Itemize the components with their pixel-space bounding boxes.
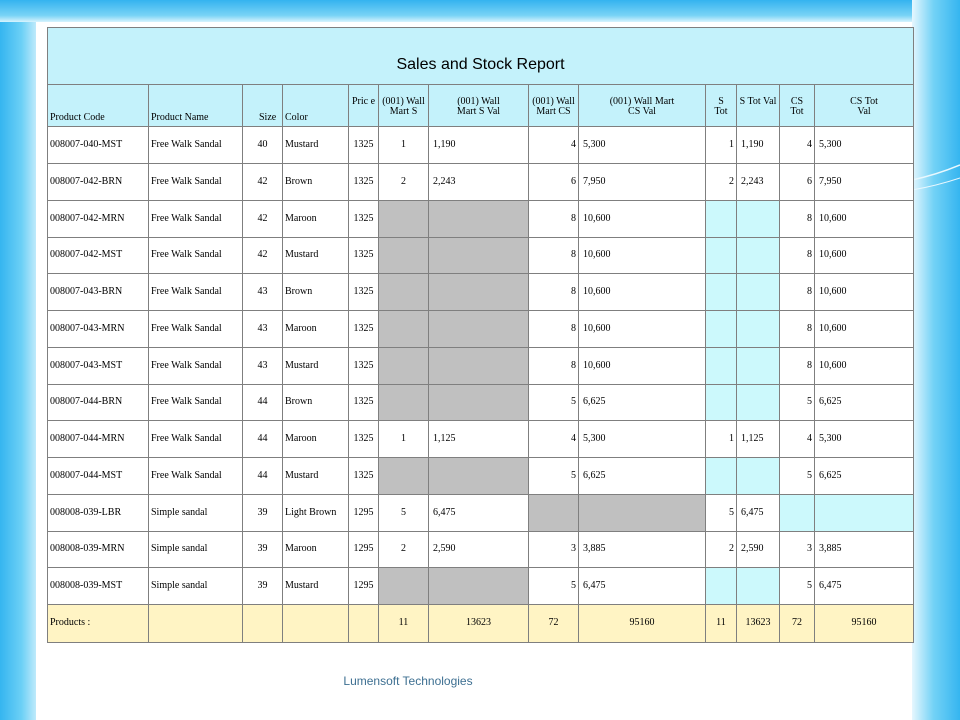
- cell-price: 1325: [349, 127, 379, 164]
- cell-size: 39: [243, 531, 283, 568]
- cell-size: 42: [243, 237, 283, 274]
- table-row: [48, 274, 914, 311]
- totals-wallmart-cs: 72: [529, 604, 579, 642]
- cell-wallmart-cs: 6: [529, 164, 579, 201]
- cell-cs-tot-val: 10,600: [815, 200, 914, 237]
- cell-wallmart-s: 1: [379, 421, 429, 458]
- cell-size: 39: [243, 494, 283, 531]
- report-title: Sales and Stock Report: [48, 28, 914, 85]
- totals-s-tot: 11: [706, 604, 737, 642]
- cell-wallmart-cs-val: 10,600: [579, 200, 706, 237]
- header-product-code: Product Code: [48, 85, 149, 127]
- cell-size: 39: [243, 568, 283, 605]
- cell-price: 1325: [349, 311, 379, 348]
- cell-product-code: 008008-039-LBR: [48, 494, 149, 531]
- cell-product-name: Free Walk Sandal: [149, 237, 243, 274]
- cell-wallmart-cs-val: 6,625: [579, 458, 706, 495]
- table-row: [48, 200, 914, 237]
- cell-wallmart-s-val: [429, 568, 529, 605]
- cell-color: Maroon: [283, 200, 349, 237]
- cell-wallmart-cs: [529, 494, 579, 531]
- cell-color: Mustard: [283, 568, 349, 605]
- cell-cs-tot: 3: [780, 531, 815, 568]
- cell-wallmart-cs-val: 5,300: [579, 421, 706, 458]
- cell-size: 44: [243, 458, 283, 495]
- cell-product-code: 008007-042-MRN: [48, 200, 149, 237]
- cell-cs-tot-val: [815, 494, 914, 531]
- cell-cs-tot: 5: [780, 568, 815, 605]
- cell-wallmart-cs-val: 10,600: [579, 237, 706, 274]
- header-s-tot-val: S Tot Val: [737, 85, 780, 127]
- cell-cs-tot-val: 10,600: [815, 311, 914, 348]
- totals-empty-cell: [349, 604, 379, 642]
- cell-wallmart-s: [379, 568, 429, 605]
- table-row: [48, 531, 914, 568]
- cell-product-name: Free Walk Sandal: [149, 164, 243, 201]
- cell-price: 1325: [349, 347, 379, 384]
- slide-frame-left: [0, 0, 36, 720]
- cell-size: 43: [243, 347, 283, 384]
- cell-product-code: 008007-044-MST: [48, 458, 149, 495]
- cell-s-tot-val: 1,125: [737, 421, 780, 458]
- cell-cs-tot-val: 6,625: [815, 384, 914, 421]
- cell-wallmart-cs: 5: [529, 568, 579, 605]
- cell-cs-tot: 8: [780, 274, 815, 311]
- header-cs-tot-val: CS Tot Val: [815, 85, 914, 127]
- totals-wallmart-s: 11: [379, 604, 429, 642]
- header-color: Color: [283, 85, 349, 127]
- cell-s-tot: [706, 568, 737, 605]
- totals-empty-cell: [283, 604, 349, 642]
- cell-product-code: 008007-043-BRN: [48, 274, 149, 311]
- cell-s-tot-val: 1,190: [737, 127, 780, 164]
- cell-wallmart-cs-val: 7,950: [579, 164, 706, 201]
- cell-cs-tot: [780, 494, 815, 531]
- cell-color: Maroon: [283, 311, 349, 348]
- cell-cs-tot: 4: [780, 421, 815, 458]
- cell-cs-tot-val: 6,625: [815, 458, 914, 495]
- totals-row: [48, 604, 914, 642]
- cell-product-code: 008007-044-BRN: [48, 384, 149, 421]
- cell-cs-tot-val: 10,600: [815, 347, 914, 384]
- table-row: [48, 568, 914, 605]
- cell-price: 1325: [349, 384, 379, 421]
- totals-wallmart-s-val: 13623: [429, 604, 529, 642]
- cell-s-tot-val: [737, 458, 780, 495]
- cell-wallmart-s: 2: [379, 531, 429, 568]
- header-wallmart-cs: (001) Wall Mart CS: [529, 85, 579, 127]
- table-row: [48, 494, 914, 531]
- cell-wallmart-s-val: [429, 311, 529, 348]
- cell-product-name: Free Walk Sandal: [149, 421, 243, 458]
- cell-size: 43: [243, 311, 283, 348]
- cell-wallmart-cs: 4: [529, 127, 579, 164]
- cell-wallmart-s: [379, 347, 429, 384]
- cell-wallmart-s-val: 1,190: [429, 127, 529, 164]
- table-row: [48, 347, 914, 384]
- totals-empty-cell: [243, 604, 283, 642]
- cell-product-name: Free Walk Sandal: [149, 347, 243, 384]
- cell-size: 44: [243, 384, 283, 421]
- header-size: Size: [243, 85, 283, 127]
- cell-cs-tot-val: 5,300: [815, 127, 914, 164]
- totals-empty-cell: [149, 604, 243, 642]
- cell-cs-tot: 8: [780, 311, 815, 348]
- cell-color: Mustard: [283, 127, 349, 164]
- header-cs-tot: CS Tot: [780, 85, 815, 127]
- cell-s-tot: 2: [706, 164, 737, 201]
- table-row: [48, 421, 914, 458]
- cell-price: 1325: [349, 237, 379, 274]
- cell-wallmart-s-val: 2,590: [429, 531, 529, 568]
- cell-s-tot: 1: [706, 127, 737, 164]
- cell-s-tot: [706, 274, 737, 311]
- slide-frame-right: [912, 0, 960, 720]
- cell-cs-tot: 5: [780, 458, 815, 495]
- table-row: [48, 458, 914, 495]
- cell-color: Brown: [283, 384, 349, 421]
- cell-product-name: Simple sandal: [149, 494, 243, 531]
- totals-wallmart-cs-val: 95160: [579, 604, 706, 642]
- table-row: [48, 311, 914, 348]
- table-row: [48, 164, 914, 201]
- cell-product-code: 008007-040-MST: [48, 127, 149, 164]
- cell-wallmart-s: [379, 200, 429, 237]
- cell-wallmart-s: [379, 311, 429, 348]
- cell-wallmart-s-val: [429, 274, 529, 311]
- cell-wallmart-cs-val: 6,475: [579, 568, 706, 605]
- cell-s-tot: [706, 458, 737, 495]
- cell-wallmart-s: 1: [379, 127, 429, 164]
- cell-s-tot-val: 2,243: [737, 164, 780, 201]
- cell-s-tot-val: [737, 347, 780, 384]
- totals-cs-tot-val: 95160: [815, 604, 914, 642]
- cell-product-code: 008007-043-MRN: [48, 311, 149, 348]
- cell-wallmart-s: [379, 237, 429, 274]
- cell-wallmart-s-val: [429, 458, 529, 495]
- cell-cs-tot: 4: [780, 127, 815, 164]
- cell-cs-tot: 8: [780, 200, 815, 237]
- table-row: [48, 237, 914, 274]
- cell-s-tot: [706, 311, 737, 348]
- cell-s-tot: [706, 237, 737, 274]
- cell-price: 1295: [349, 494, 379, 531]
- cell-product-name: Free Walk Sandal: [149, 384, 243, 421]
- cell-wallmart-cs-val: 5,300: [579, 127, 706, 164]
- cell-s-tot: 5: [706, 494, 737, 531]
- cell-product-name: Free Walk Sandal: [149, 200, 243, 237]
- cell-s-tot: 1: [706, 421, 737, 458]
- table-row: [48, 127, 914, 164]
- header-wallmart-s: (001) Wall Mart S: [379, 85, 429, 127]
- cell-s-tot: [706, 200, 737, 237]
- cell-wallmart-cs: 5: [529, 458, 579, 495]
- cell-wallmart-cs-val: 3,885: [579, 531, 706, 568]
- footer-company: Lumensoft Technologies: [343, 674, 473, 688]
- cell-size: 43: [243, 274, 283, 311]
- cell-s-tot-val: 2,590: [737, 531, 780, 568]
- header-price: Pric e: [349, 85, 379, 127]
- cell-cs-tot-val: 5,300: [815, 421, 914, 458]
- cell-product-code: 008007-043-MST: [48, 347, 149, 384]
- cell-price: 1325: [349, 164, 379, 201]
- cell-price: 1325: [349, 274, 379, 311]
- cell-wallmart-s: [379, 274, 429, 311]
- cell-wallmart-s: 2: [379, 164, 429, 201]
- cell-wallmart-s-val: 1,125: [429, 421, 529, 458]
- cell-s-tot: [706, 347, 737, 384]
- cell-wallmart-s-val: 6,475: [429, 494, 529, 531]
- cell-product-name: Free Walk Sandal: [149, 274, 243, 311]
- cell-price: 1325: [349, 200, 379, 237]
- cell-s-tot-val: [737, 311, 780, 348]
- table-row: [48, 384, 914, 421]
- cell-color: Brown: [283, 164, 349, 201]
- totals-label: Products :: [48, 604, 149, 642]
- cell-wallmart-cs: 5: [529, 384, 579, 421]
- cell-product-code: 008007-044-MRN: [48, 421, 149, 458]
- cell-size: 42: [243, 164, 283, 201]
- cell-size: 42: [243, 200, 283, 237]
- cell-color: Mustard: [283, 347, 349, 384]
- header-product-name: Product Name: [149, 85, 243, 127]
- cell-wallmart-s-val: [429, 200, 529, 237]
- cell-s-tot: 2: [706, 531, 737, 568]
- cell-cs-tot: 5: [780, 384, 815, 421]
- totals-s-tot-val: 13623: [737, 604, 780, 642]
- cell-cs-tot-val: 3,885: [815, 531, 914, 568]
- cell-product-name: Free Walk Sandal: [149, 311, 243, 348]
- cell-s-tot-val: [737, 384, 780, 421]
- cell-product-code: 008007-042-MST: [48, 237, 149, 274]
- cell-color: Maroon: [283, 421, 349, 458]
- cell-price: 1325: [349, 458, 379, 495]
- cell-product-code: 008007-042-BRN: [48, 164, 149, 201]
- sales-stock-report-table: [47, 27, 914, 643]
- cell-color: Mustard: [283, 237, 349, 274]
- cell-cs-tot: 8: [780, 237, 815, 274]
- cell-wallmart-cs: 8: [529, 347, 579, 384]
- cell-wallmart-cs: 8: [529, 311, 579, 348]
- header-wallmart-s-val: (001) Wall Mart S Val: [429, 85, 529, 127]
- cell-wallmart-cs: 3: [529, 531, 579, 568]
- cell-product-name: Free Walk Sandal: [149, 127, 243, 164]
- cell-product-name: Simple sandal: [149, 568, 243, 605]
- cell-product-code: 008008-039-MRN: [48, 531, 149, 568]
- cell-wallmart-cs: 8: [529, 200, 579, 237]
- slide-frame-top: [0, 0, 960, 22]
- header-s-tot: S Tot: [706, 85, 737, 127]
- cell-s-tot: [706, 384, 737, 421]
- cell-wallmart-s: 5: [379, 494, 429, 531]
- cell-wallmart-s: [379, 384, 429, 421]
- cell-color: Maroon: [283, 531, 349, 568]
- cell-color: Brown: [283, 274, 349, 311]
- cell-wallmart-cs: 8: [529, 274, 579, 311]
- cell-cs-tot-val: 6,475: [815, 568, 914, 605]
- cell-color: Mustard: [283, 458, 349, 495]
- cell-product-name: Free Walk Sandal: [149, 458, 243, 495]
- cell-wallmart-s-val: [429, 347, 529, 384]
- cell-wallmart-cs-val: [579, 494, 706, 531]
- cell-wallmart-cs-val: 10,600: [579, 311, 706, 348]
- cell-cs-tot-val: 7,950: [815, 164, 914, 201]
- cell-wallmart-s-val: [429, 384, 529, 421]
- cell-cs-tot-val: 10,600: [815, 237, 914, 274]
- cell-wallmart-s-val: 2,243: [429, 164, 529, 201]
- cell-wallmart-cs-val: 10,600: [579, 274, 706, 311]
- cell-price: 1295: [349, 531, 379, 568]
- cell-wallmart-s: [379, 458, 429, 495]
- cell-wallmart-cs: 8: [529, 237, 579, 274]
- cell-price: 1325: [349, 421, 379, 458]
- slide-frame-swoosh: [912, 0, 960, 720]
- cell-s-tot-val: [737, 237, 780, 274]
- cell-cs-tot-val: 10,600: [815, 274, 914, 311]
- cell-wallmart-cs-val: 10,600: [579, 347, 706, 384]
- cell-s-tot-val: 6,475: [737, 494, 780, 531]
- cell-s-tot-val: [737, 274, 780, 311]
- cell-wallmart-cs-val: 6,625: [579, 384, 706, 421]
- header-wallmart-cs-val: (001) Wall Mart CS Val: [579, 85, 706, 127]
- cell-cs-tot: 6: [780, 164, 815, 201]
- cell-size: 40: [243, 127, 283, 164]
- cell-color: Light Brown: [283, 494, 349, 531]
- cell-product-code: 008008-039-MST: [48, 568, 149, 605]
- cell-s-tot-val: [737, 200, 780, 237]
- cell-wallmart-cs: 4: [529, 421, 579, 458]
- cell-wallmart-s-val: [429, 237, 529, 274]
- cell-price: 1295: [349, 568, 379, 605]
- cell-size: 44: [243, 421, 283, 458]
- totals-cs-tot: 72: [780, 604, 815, 642]
- cell-s-tot-val: [737, 568, 780, 605]
- cell-product-name: Simple sandal: [149, 531, 243, 568]
- cell-cs-tot: 8: [780, 347, 815, 384]
